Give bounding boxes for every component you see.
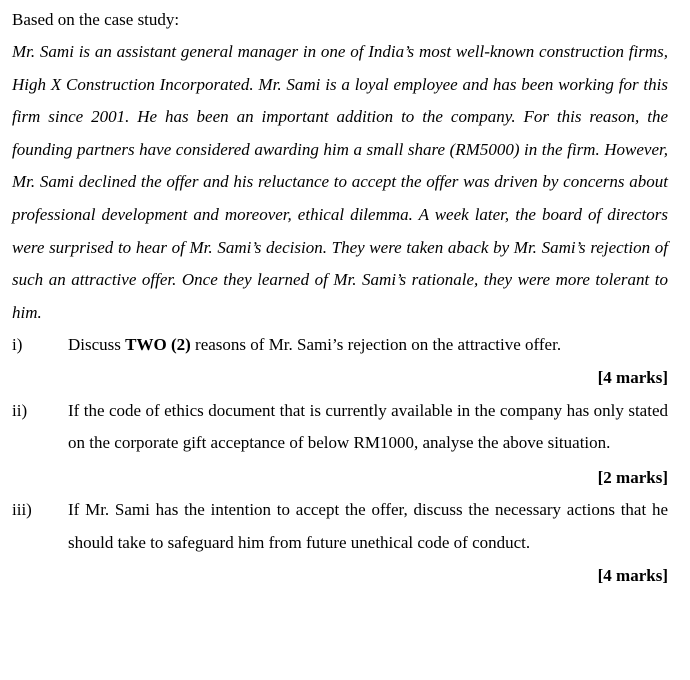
question-1-text [68, 329, 668, 362]
question-1-bold: TWO (2) [125, 335, 191, 355]
intro-line: Based on the case study: [12, 10, 180, 29]
case-study-paragraph: Mr. Sami is an assistant general manager in one of India’s most well-known construction firms, High X Construction Incorporated. Mr. Sami is a loyal employee and has been working for this firm since 2001. He has been an important addition to the company. For this reason, the founding partners have considered awarding him a small share (RM5000) in the firm. However, Mr. Sami declined the offer and his reluctance to accept the offer was driven by concerns about professional development and moreover, ethical dilemma. A week later, the board of directors were surprised to hear of Mr. Sami’s decision. They were taken aback by Mr. Sami’s rejection of such an attractive offer. Once they learned of Mr. Sami’s rationale, they were more tolerant to him. [12, 42, 668, 322]
question-1-text-before: Discuss [68, 335, 126, 355]
question-1-number: i) [12, 335, 23, 355]
question-3 [12, 494, 668, 559]
question-1-text-after: reasons of Mr. Sami’s rejection on the attractive offer. [190, 335, 562, 355]
question-3-text: If Mr. Sami has the intention to accept the offer, discuss the necessary actions that he should take to safeguard him from future unethical code of conduct. [68, 500, 668, 552]
question-2-text: If the code of ethics document that is currently available in the company has only stated on the corporate gift acceptance of below RM1000, analyse the above situation. [68, 400, 668, 453]
question-3-marks: [4 marks] [597, 565, 668, 585]
question-1-marks: [4 marks] [597, 367, 668, 387]
question-2 [12, 395, 668, 460]
question-3-number: iii) [12, 500, 32, 520]
question-2-number: ii) [12, 400, 28, 420]
question-2-marks: [2 marks] [597, 467, 668, 487]
question-1 [12, 329, 668, 362]
